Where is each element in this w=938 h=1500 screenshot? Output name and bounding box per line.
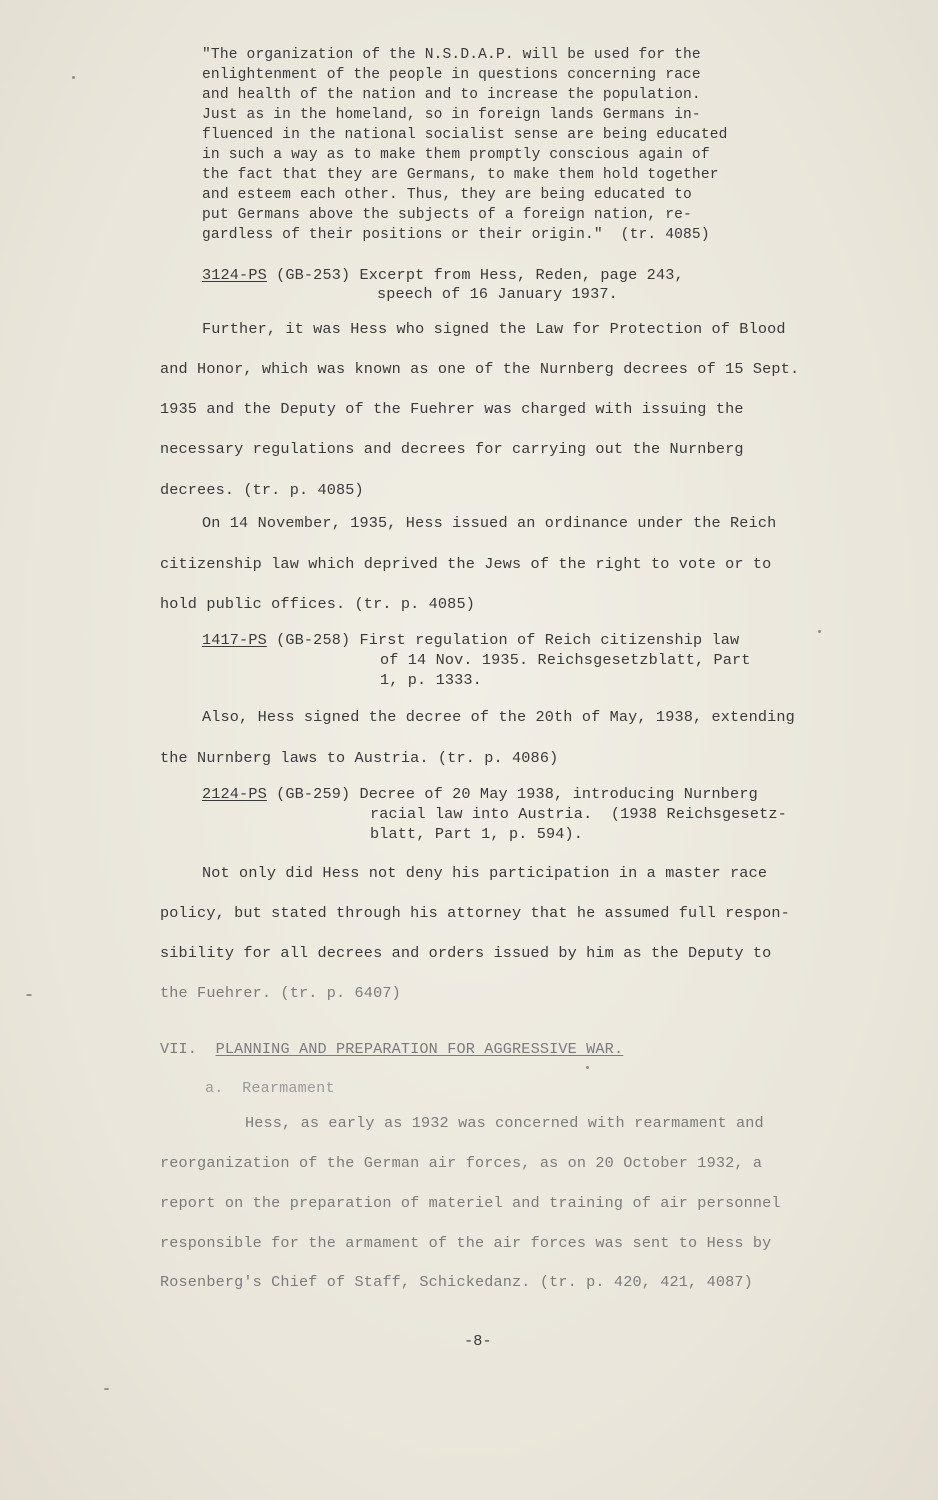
document-description: racial law into Austria. (1938 Reichsgesetz- xyxy=(370,805,787,823)
paragraph-line: Hess, as early as 1932 was concerned with rearmament and xyxy=(245,1114,764,1132)
subsection-label: a. xyxy=(205,1079,224,1097)
document-description: speech of 16 January 1937. xyxy=(377,285,618,303)
exhibit-number: (GB-253) xyxy=(266,266,360,284)
document-description: blatt, Part 1, p. 594). xyxy=(370,825,584,843)
paragraph-line: citizenship law which deprived the Jews of the right to vote or to xyxy=(160,555,772,573)
paragraph-line: reorganization of the German air forces, as on 20 October 1932, a xyxy=(160,1154,763,1172)
quote-line: and esteem each other. Thus, they are being educated to xyxy=(202,187,692,203)
section-heading xyxy=(160,1040,623,1058)
paragraph-line: policy, but stated through his attorney that he assumed full respon- xyxy=(160,904,790,922)
paragraph-line: hold public offices. (tr. p. 4085) xyxy=(160,595,475,613)
paragraph-line: report on the preparation of materiel and training of air personnel xyxy=(160,1194,781,1212)
paragraph-line: Also, Hess signed the decree of the 20th of May, 1938, extending xyxy=(202,708,795,726)
paper-speck xyxy=(818,630,821,633)
paragraph-line: responsible for the armament of the air forces was sent to Hess by xyxy=(160,1234,772,1252)
quote-line: and health of the nation and to increase the population. xyxy=(202,87,701,103)
document-reference xyxy=(202,266,684,284)
paragraph-line: decrees. (tr. p. 4085) xyxy=(160,481,364,499)
document-description: First regulation of Reich citizenship law xyxy=(359,631,740,649)
document-id: 2124-PS xyxy=(202,785,267,803)
exhibit-number: (GB-258) xyxy=(266,631,360,649)
document-description: of 14 Nov. 1935. Reichsgesetzblatt, Part xyxy=(380,651,751,669)
document-description: Decree of 20 May 1938, introducing Nurnberg xyxy=(359,785,758,803)
paragraph-line: Further, it was Hess who signed the Law for Protection of Blood xyxy=(202,320,786,338)
paragraph-line: 1935 and the Deputy of the Fuehrer was charged with issuing the xyxy=(160,400,744,418)
paragraph-line: necessary regulations and decrees for carrying out the Nurnberg xyxy=(160,440,744,458)
paragraph-line: Rosenberg's Chief of Staff, Schickedanz. (tr. p. 420, 421, 4087) xyxy=(160,1273,753,1291)
paragraph-line: the Nurnberg laws to Austria. (tr. p. 4086) xyxy=(160,749,559,767)
subsection-title: Rearmament xyxy=(242,1079,335,1097)
quote-line: put Germans above the subjects of a foreign nation, re- xyxy=(202,207,692,223)
page-number: -8- xyxy=(464,1332,492,1350)
paragraph-line: On 14 November, 1935, Hess issued an ordinance under the Reich xyxy=(202,514,777,532)
paragraph-line: sibility for all decrees and orders issued by him as the Deputy to xyxy=(160,944,772,962)
section-title: PLANNING AND PREPARATION FOR AGGRESSIVE WAR. xyxy=(215,1040,624,1058)
document-description: Excerpt from Hess, Reden, page 243, xyxy=(359,266,684,284)
paper-speck xyxy=(26,994,32,996)
quote-line: gardless of their positions or their origin." (tr. 4085) xyxy=(202,227,710,243)
subsection-heading xyxy=(205,1079,335,1097)
paragraph-line: Not only did Hess not deny his participation in a master race xyxy=(202,864,768,882)
quote-line: Just as in the homeland, so in foreign lands Germans in- xyxy=(202,107,701,123)
document-reference xyxy=(202,631,739,649)
document-id: 3124-PS xyxy=(202,266,267,284)
paragraph-line: the Fuehrer. (tr. p. 6407) xyxy=(160,984,401,1002)
quote-line: "The organization of the N.S.D.A.P. will be used for the xyxy=(202,47,701,63)
paper-speck xyxy=(104,1388,109,1390)
paper-speck xyxy=(586,1066,589,1069)
document-reference xyxy=(202,785,758,803)
exhibit-number: (GB-259) xyxy=(266,785,360,803)
quote-line: in such a way as to make them promptly conscious again of xyxy=(202,147,710,163)
document-id: 1417-PS xyxy=(202,631,267,649)
document-description: 1, p. 1333. xyxy=(380,671,482,689)
paper-speck xyxy=(72,76,75,79)
paragraph-line: and Honor, which was known as one of the Nurnberg decrees of 15 Sept. xyxy=(160,360,800,378)
quote-line: fluenced in the national socialist sense are being educated xyxy=(202,127,728,143)
quote-line: enlightenment of the people in questions concerning race xyxy=(202,67,701,83)
section-number: VII. xyxy=(160,1040,198,1058)
quote-line: the fact that they are Germans, to make them hold together xyxy=(202,167,719,183)
